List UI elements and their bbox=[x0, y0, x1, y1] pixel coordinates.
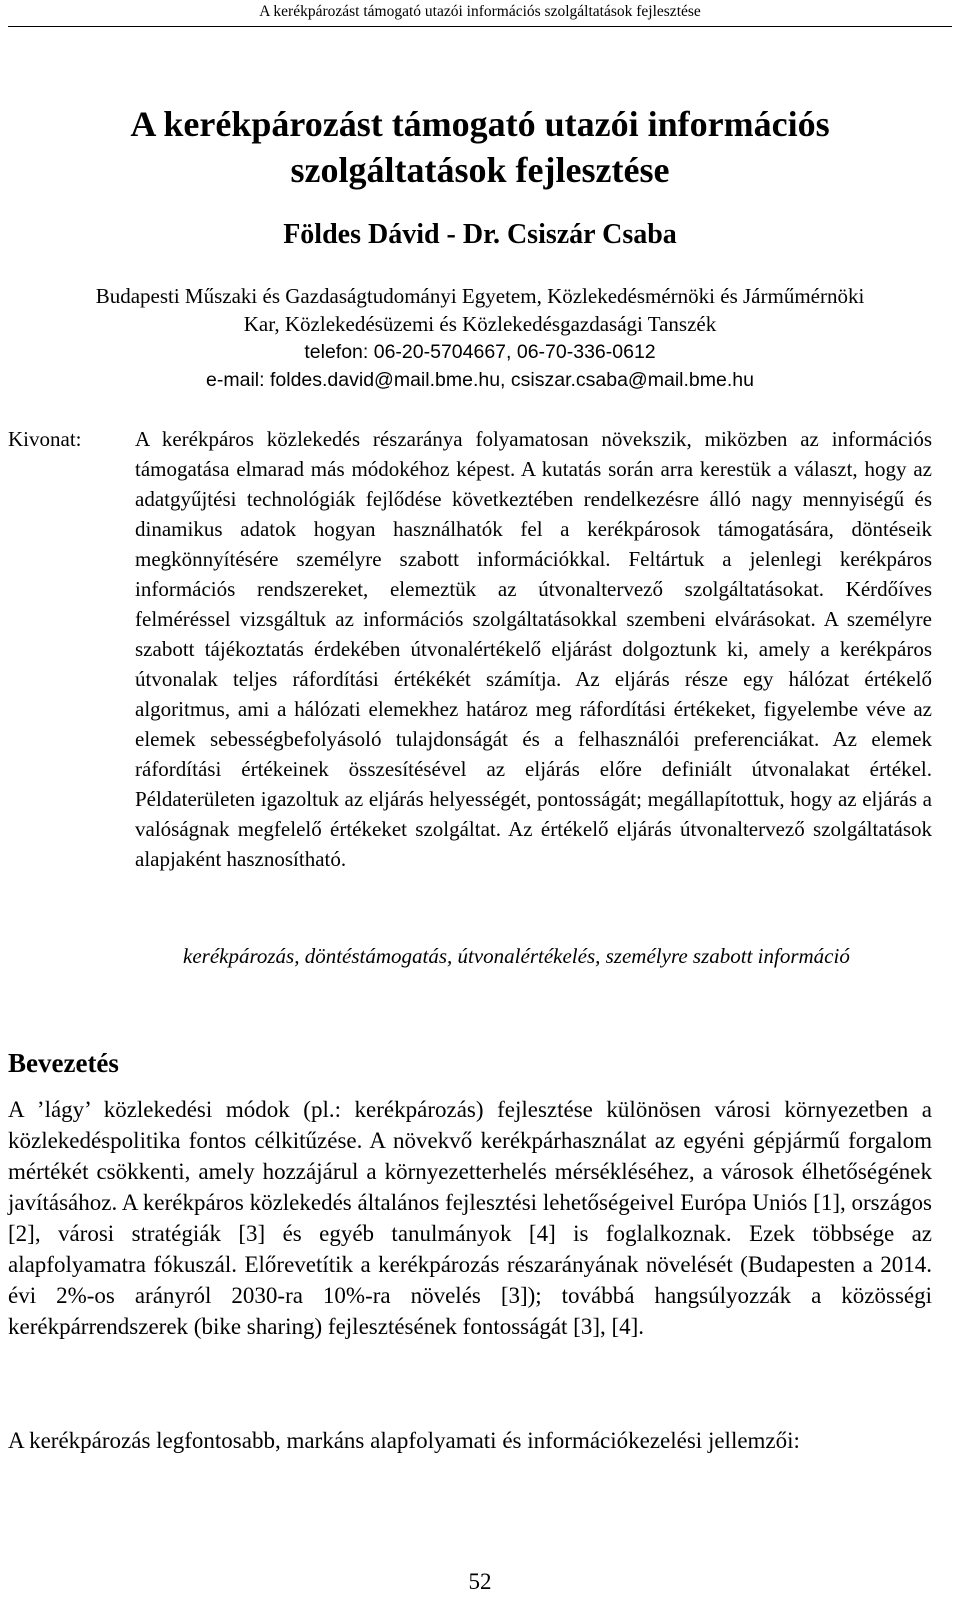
introduction-paragraph-2: A kerékpározás legfontosabb, markáns alapfolyamati és információkezelési jellemzői: bbox=[8, 1428, 800, 1453]
section-heading-introduction: Bevezetés bbox=[8, 1048, 119, 1078]
affiliation-block bbox=[0, 282, 960, 394]
page-number: 52 bbox=[468, 1569, 492, 1594]
authors: Földes Dávid - Dr. Csiszár Csaba bbox=[283, 219, 677, 250]
affiliation-line-1: Budapesti Műszaki és Gazdaságtudományi Egyetem, Közlekedésmérnöki és Járműmérnöki bbox=[95, 284, 865, 308]
phone-line: telefon: 06-20-5704667, 06-70-336-0612 bbox=[304, 341, 656, 363]
email-line: e-mail: foldes.david@mail.bme.hu, csiszar.csaba@mail.bme.hu bbox=[206, 369, 754, 391]
title-line-2: szolgáltatások fejlesztése bbox=[290, 150, 670, 190]
keywords-label bbox=[8, 941, 183, 971]
header-rule bbox=[8, 26, 952, 27]
affiliation-line-2: Kar, Közlekedésüzemi és Közlekedésgazdasági Tanszék bbox=[243, 312, 717, 336]
running-header: A kerékpározást támogató utazói információs szolgáltatások fejlesztése bbox=[259, 3, 701, 20]
paper-title bbox=[0, 101, 960, 193]
abstract-label: Kivonat: bbox=[8, 427, 82, 451]
title-line-1: A kerékpározást támogató utazói információs bbox=[130, 104, 830, 144]
introduction-paragraph-1: A ’lágy’ közlekedési módok (pl.: kerékpározás) fejlesztése különösen városi környezetben a közlekedéspolitika fontos célkitűzése. A növekvő kerékpárhasználat az egyéni gépjármű forgalom mértékét csökkenti, amely hozzájárul a környezetterhelés mérsékléséhez, a városok élhetőségének javításához. A kerékpáros közlekedés általános fejlesztési lehetőségeivel Európa Uniós [1], országos [2], városi stratégiák [3] és egyéb tanulmányok [4] is foglalkoznak. Ezek többsége az alapfolyamatra fókuszál. Előrevetítik a kerékpározás részarányának növelését (Budapesten a 2014. évi 2%-os arányról 2030-ra 10%-ra növelés [3]); továbbá hangsúlyozzák a közösségi kerékpárrendszerek (bike sharing) fejlesztésének fontosságát [3], [4]. bbox=[8, 1097, 932, 1339]
keywords-values: kerékpározás, döntéstámogatás, útvonalértékelés, személyre szabott információ bbox=[183, 944, 850, 968]
keywords bbox=[8, 941, 960, 971]
abstract-text: A kerékpáros közlekedés részaránya folyamatosan növekszik, miközben az információs támogatása elmarad más módokéhoz képest. A kutatás során arra kerestük a választ, hogy az adatgyűjtési technológiák fejlődése következtében rendelkezésre álló nagy mennyiségű és dinamikus adatok hogyan használhatók fel a kerékpárosok támogatására, döntéseik megkönnyítésére személyre szabott információkkal. Feltártuk a jelenlegi kerékpáros információs rendszereket, elemeztük az útvonaltervező szolgáltatásokat. Kérdőíves felméréssel vizsgáltuk az információs szolgáltatásokkal szembeni elvárásokat. A személyre szabott tájékoztatás érdekében útvonalértékelő eljárást dolgoztunk ki, amely a kerékpáros útvonalak teljes ráfordítási értékékét számítja. Az eljárás része egy hálózat értékelő algoritmus, ami a hálózati elemekhez határoz meg ráfordítási értékeket, figyelembe véve az elemek sebességbefolyásoló tulajdonságát és a felhasználói preferenciákat. Az elemek ráfordítási értékeinek összesítésével az eljárás előre definiált útvonalakat értékel. Példaterületen igazoltuk az eljárás helyességét, pontosságát; megállapítottuk, hogy az eljárás a valóságnak megfelelő értékeket szolgáltat. Az értékelő eljárás útvonaltervező szolgáltatások alapjaként hasznosítható. bbox=[135, 427, 932, 871]
